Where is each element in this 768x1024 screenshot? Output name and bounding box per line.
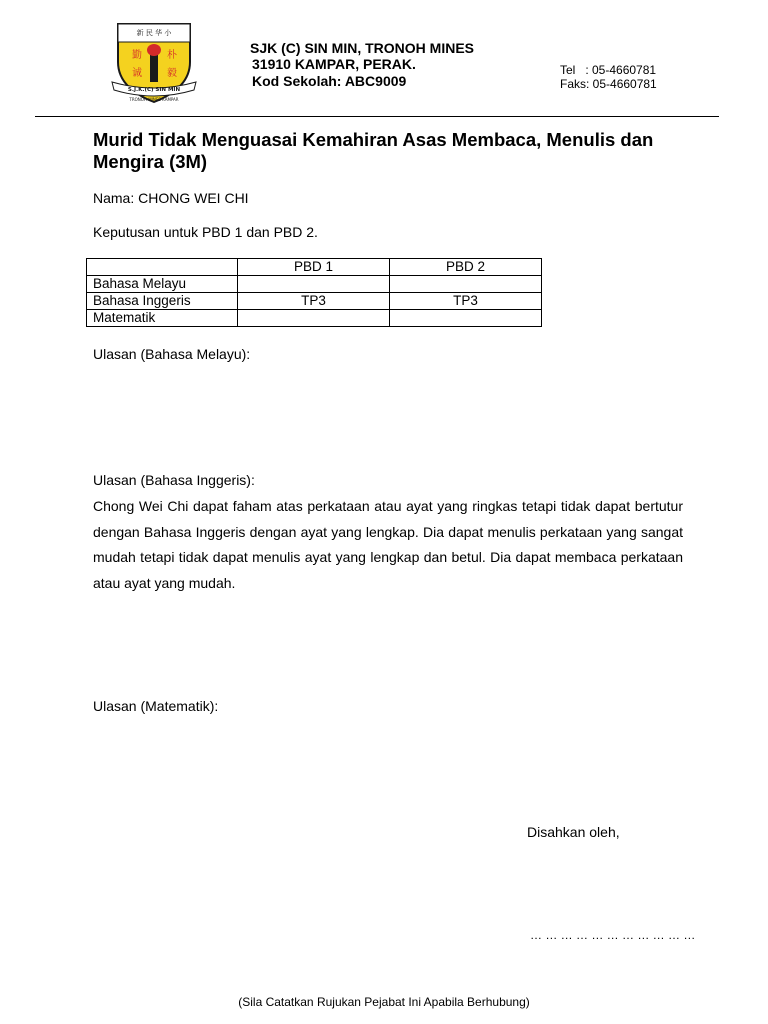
table-cell: TP3 xyxy=(390,293,542,310)
svg-text:勤: 勤 xyxy=(132,50,142,61)
footer-note: (Sila Catatkan Rujukan Pejabat Ini Apabila Berhubung) xyxy=(238,995,530,1009)
fax-number: Faks: 05-4660781 xyxy=(560,77,657,91)
table-cell: Matematik xyxy=(87,310,238,327)
comment-bm-label: Ulasan (Bahasa Melayu): xyxy=(93,346,251,362)
table-cell: Bahasa Inggeris xyxy=(87,293,238,310)
svg-text:TRONOH MINES KAMPAR: TRONOH MINES KAMPAR xyxy=(129,97,179,102)
student-name: Nama: CHONG WEI CHI xyxy=(93,190,249,206)
table-cell: Bahasa Melayu xyxy=(87,276,238,293)
svg-text:朴: 朴 xyxy=(167,50,177,61)
school-crest-icon xyxy=(110,22,198,106)
decision-line: Keputusan untuk PBD 1 dan PBD 2. xyxy=(93,224,318,240)
header-divider xyxy=(35,116,719,117)
svg-text:诚: 诚 xyxy=(132,68,142,79)
table-cell xyxy=(390,276,542,293)
signature-line: … … … … … … … … … … … xyxy=(530,928,696,942)
svg-text:毅: 毅 xyxy=(167,68,177,79)
table-header-cell xyxy=(87,259,238,276)
table-cell xyxy=(238,310,390,327)
comment-bi-label: Ulasan (Bahasa Inggeris): xyxy=(93,472,255,488)
table-header-cell: PBD 1 xyxy=(238,259,390,276)
svg-text:S.J.K.(C) SIN MIN: S.J.K.(C) SIN MIN xyxy=(127,87,181,93)
table-cell xyxy=(238,276,390,293)
school-name: SJK (C) SIN MIN, TRONOH MINES xyxy=(250,40,475,56)
comment-math-label: Ulasan (Matematik): xyxy=(93,698,219,714)
table-header-cell: PBD 2 xyxy=(390,259,542,276)
table-cell: TP3 xyxy=(238,293,390,310)
comment-bi-text: Chong Wei Chi dapat faham atas perkataan atau ayat yang ringkas tetapi tidak dapat bertutur dengan Bahasa Inggeris dengan ayat yang lengkap. Dia dapat menulis perkataan yang sangat mudah tetapi tidak dapat menulis ayat yang lengkap dan betul. Dia dapat membaca perkataan atau ayat yang mudah. xyxy=(93,498,683,591)
verified-by-label: Disahkan oleh, xyxy=(527,824,620,840)
school-address: 31910 KAMPAR, PERAK. xyxy=(252,56,416,72)
tel-number: Tel : 05-4660781 xyxy=(560,63,657,77)
table-header-row xyxy=(87,259,542,276)
table-row xyxy=(87,293,542,310)
pbd-results-table xyxy=(86,258,542,327)
table-row xyxy=(87,310,542,327)
table-row xyxy=(87,276,542,293)
svg-text:新 民 华 小: 新 民 华 小 xyxy=(136,29,172,37)
document-title: Murid Tidak Menguasai Kemahiran Asas Membaca, Menulis dan Mengira (3M) xyxy=(93,129,654,172)
table-cell xyxy=(390,310,542,327)
school-code: Kod Sekolah: ABC9009 xyxy=(252,73,407,89)
